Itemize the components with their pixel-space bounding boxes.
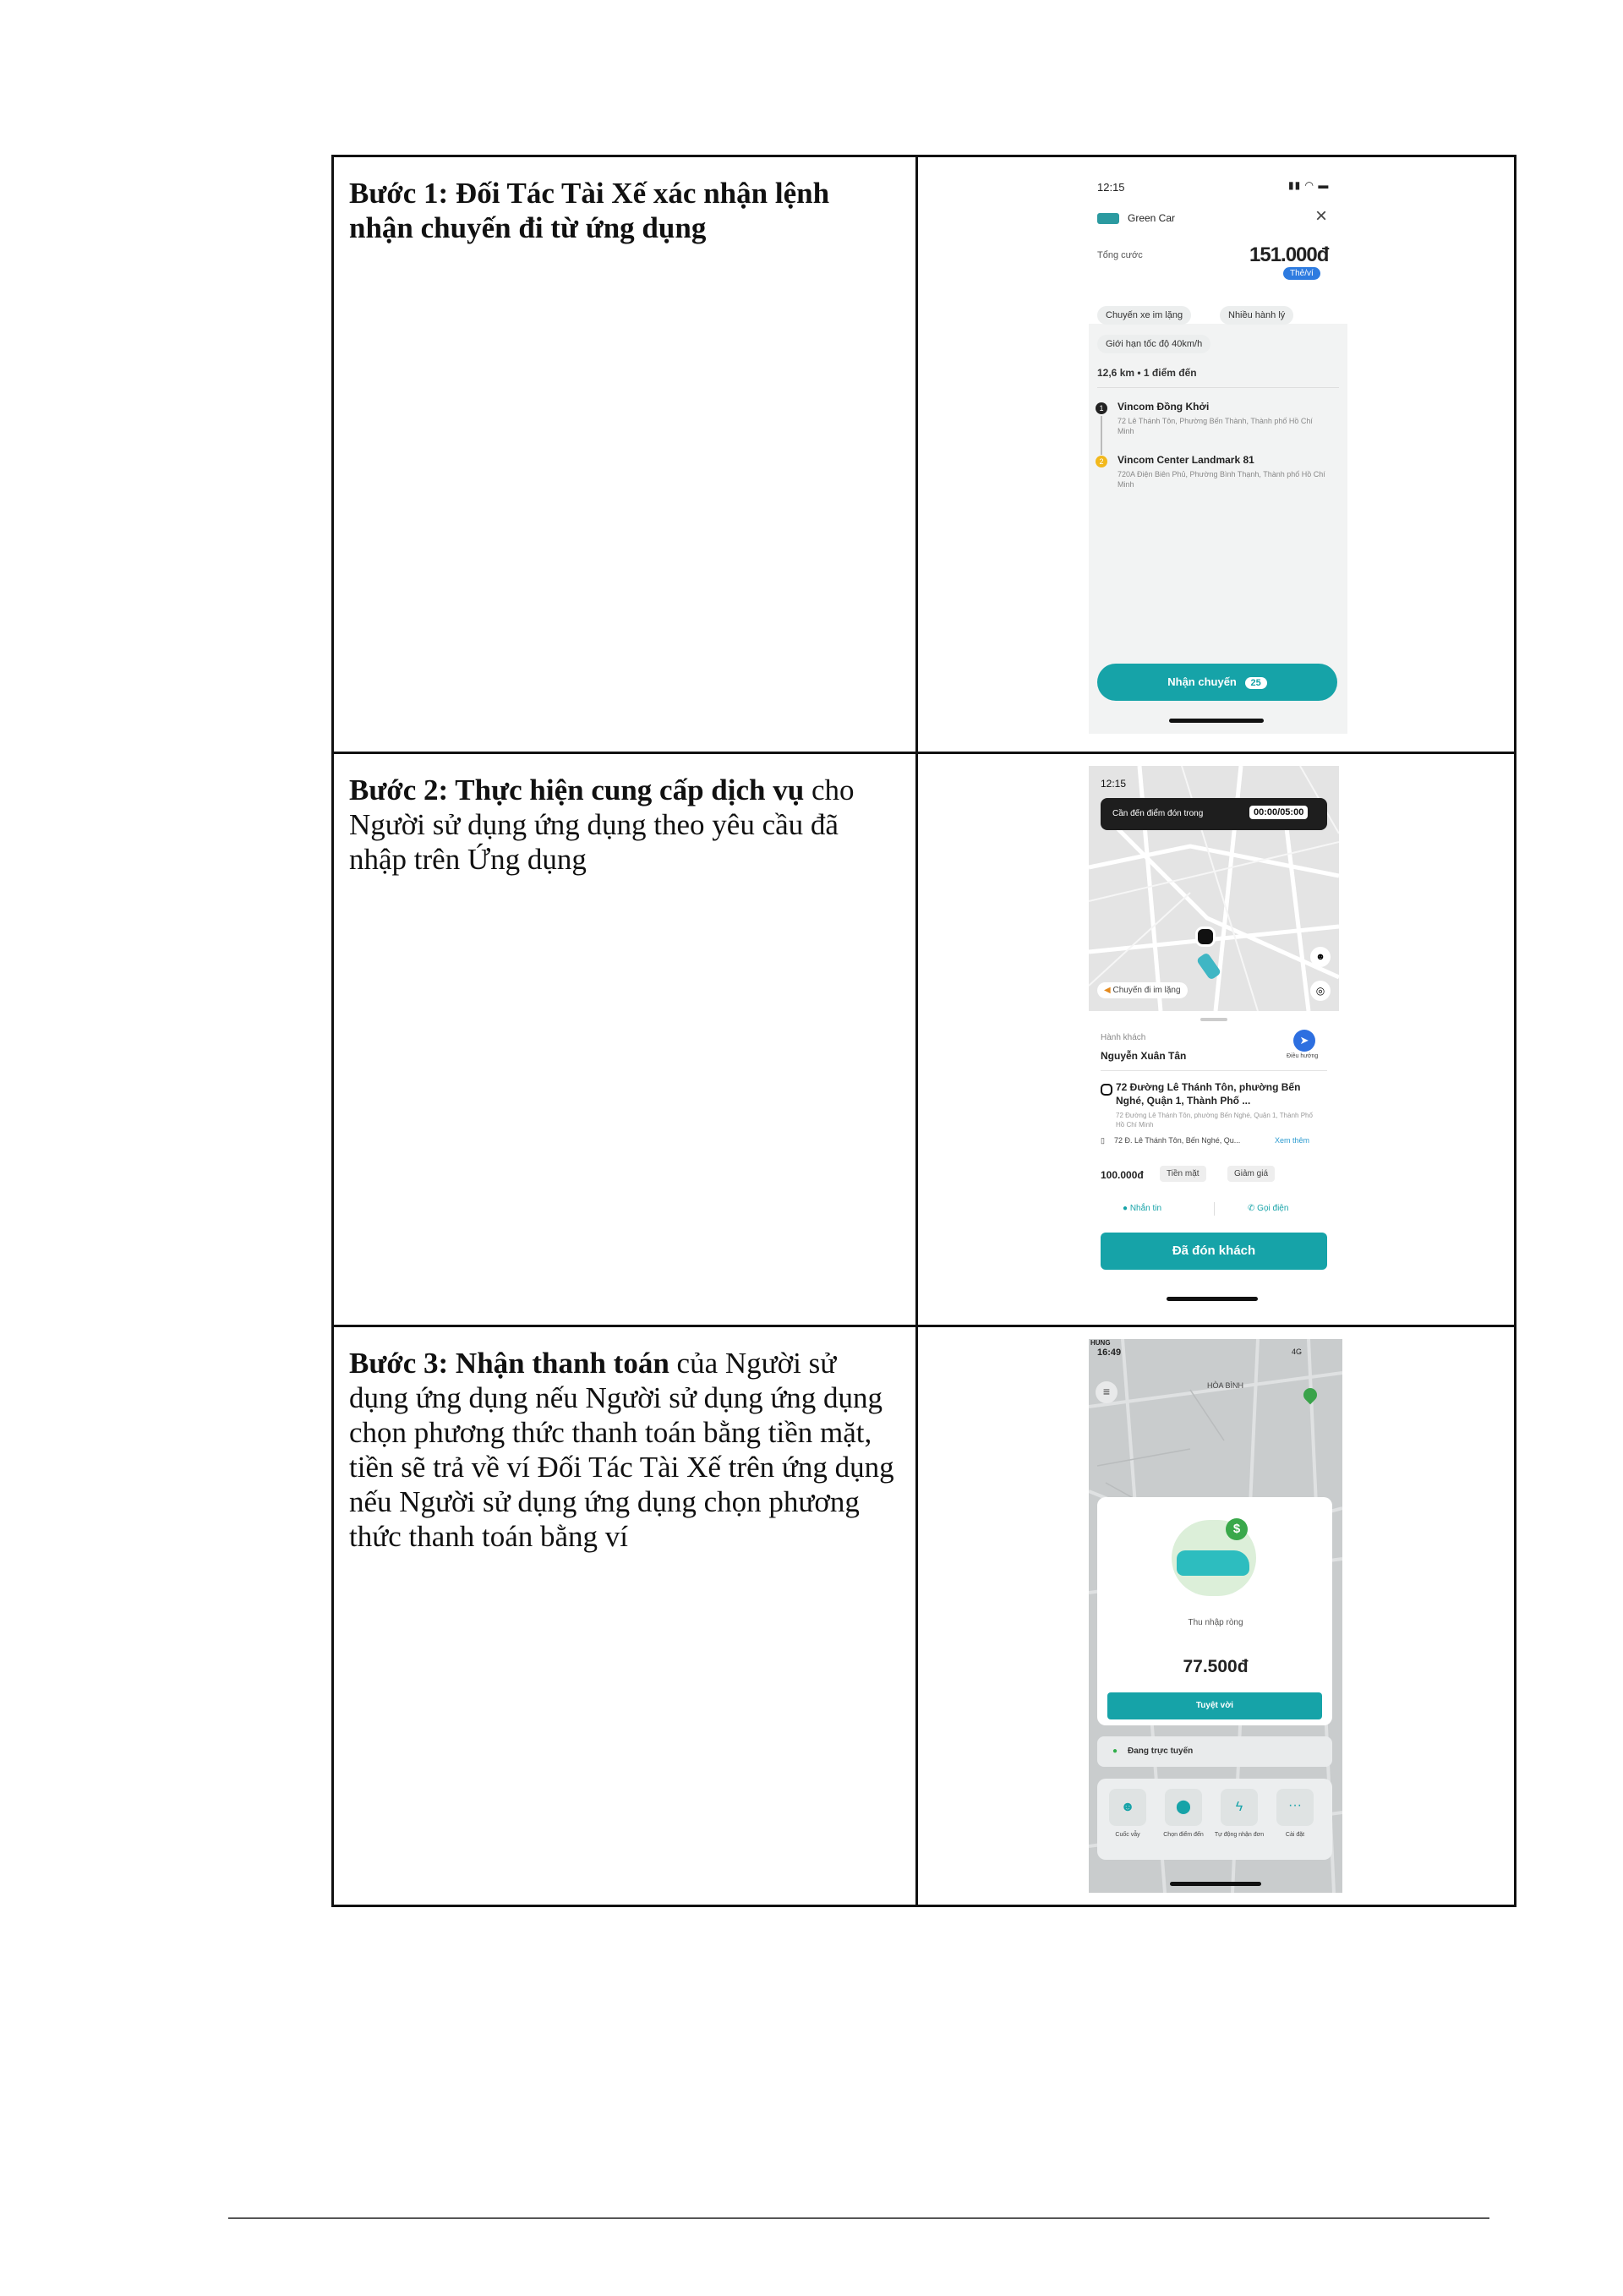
step-3-label: Bước 3: Nhận thanh toán bbox=[349, 1347, 669, 1380]
message-label: Nhắn tin bbox=[1129, 1204, 1162, 1213]
step-2-image-cell bbox=[917, 753, 1516, 1326]
income-amount: 77.500đ bbox=[1183, 1657, 1249, 1676]
money-icon: $ bbox=[1226, 1518, 1248, 1540]
pickup-timer: 00:00/05:00 bbox=[1249, 806, 1308, 819]
see-more-link[interactable]: Xem thêm bbox=[1275, 1136, 1310, 1145]
online-status: Đang trực tuyến bbox=[1128, 1747, 1194, 1756]
step-row-3 bbox=[333, 1326, 1516, 1906]
silent-trip-label: Chuyến đi im lặng bbox=[1112, 986, 1181, 995]
speaker-icon: ◀ bbox=[1104, 986, 1113, 995]
payment-method-chip: Tiền mặt bbox=[1160, 1166, 1206, 1182]
menu-label-destination: Chọn điểm đến bbox=[1163, 1832, 1204, 1838]
picked-up-button[interactable]: Đã đón khách bbox=[1101, 1233, 1327, 1270]
passenger-name: Nguyễn Xuân Tân bbox=[1101, 1050, 1187, 1062]
pickup-screenshot bbox=[1089, 766, 1339, 1315]
stop-2-address: 720A Điện Biên Phủ, Phường Bình Thạnh, Thành phố Hồ Chí Minh bbox=[1118, 470, 1325, 489]
car-illustration bbox=[1177, 1550, 1249, 1576]
note-icon: ▯ bbox=[1101, 1136, 1105, 1145]
payment-badge: Thẻ/ví bbox=[1283, 267, 1320, 280]
step-2-label: Bước 2: Thực hiện cung cấp dịch vụ bbox=[349, 774, 805, 806]
menu-icon[interactable]: ≡ bbox=[1096, 1381, 1118, 1403]
auto-accept-icon[interactable]: ϟ bbox=[1221, 1789, 1258, 1826]
more-icon[interactable]: ··· bbox=[1276, 1789, 1314, 1826]
discount-chip: Giảm giá bbox=[1227, 1166, 1275, 1182]
locate-icon[interactable]: ◎ bbox=[1310, 981, 1331, 1001]
call-button[interactable] bbox=[1248, 1204, 1288, 1213]
menu-label-hail: Cuốc vẫy bbox=[1115, 1832, 1140, 1838]
steps-table bbox=[331, 155, 1516, 1907]
network-type: 4G bbox=[1292, 1348, 1303, 1356]
accept-countdown: 25 bbox=[1245, 677, 1267, 689]
passenger-label: Hành khách bbox=[1101, 1033, 1146, 1042]
map-view[interactable] bbox=[1089, 766, 1339, 1011]
payment-screenshot bbox=[1089, 1339, 1342, 1893]
step-2-desc: cho Người sử dụng ứng dụng theo yêu cầu đã nhập trên Ứng dụng bbox=[349, 774, 855, 876]
menu-label-auto-accept: Tự động nhận đơn bbox=[1214, 1832, 1265, 1838]
chip-speed-limit: Giới hạn tốc độ 40km/h bbox=[1097, 335, 1210, 353]
home-indicator bbox=[1167, 1297, 1258, 1301]
step-1-label: Bước 1: Đối Tác Tài Xế xác nhận lệnh nhận chuyến đi từ ứng dụng bbox=[349, 177, 830, 244]
great-button[interactable]: Tuyệt vời bbox=[1107, 1692, 1322, 1719]
stop-1-marker: 1 bbox=[1096, 402, 1107, 414]
footer-divider bbox=[228, 2217, 1489, 2219]
message-button[interactable] bbox=[1123, 1204, 1161, 1213]
stop-1-name: Vincom Đồng Khởi bbox=[1118, 401, 1210, 413]
step-1-image-cell bbox=[917, 156, 1516, 753]
stop-1-address: 72 Lê Thánh Tôn, Phường Bến Thành, Thành phố Hồ Chí Minh bbox=[1118, 417, 1313, 435]
online-dot-icon: ● bbox=[1112, 1747, 1118, 1756]
home-indicator bbox=[1169, 719, 1264, 723]
pickup-address-detail: 72 Đường Lê Thánh Tôn, phường Bến Nghé, Quận 1, Thành Phố Hồ Chí Minh bbox=[1116, 1112, 1313, 1129]
call-label: Gọi điện bbox=[1257, 1204, 1289, 1213]
step-row-2 bbox=[333, 753, 1516, 1326]
silent-trip-chip bbox=[1097, 982, 1188, 998]
car-icon bbox=[1097, 213, 1119, 224]
pickup-timer-label: Cần đến điểm đón trong bbox=[1112, 809, 1204, 818]
status-time: 12:15 bbox=[1097, 181, 1125, 194]
map-area-label: HÒA BÌNH bbox=[1207, 1381, 1244, 1390]
home-indicator bbox=[1170, 1882, 1261, 1886]
pickup-address: 72 Đường Lê Thánh Tôn, phường Bến Nghé, Quận 1, Thành Phố ... bbox=[1116, 1081, 1301, 1107]
stop-2-marker: 2 bbox=[1096, 456, 1107, 467]
status-time: 16:49 bbox=[1097, 1348, 1122, 1358]
step-3-text-cell bbox=[333, 1326, 917, 1906]
navigate-label: Điều hướng bbox=[1287, 1053, 1319, 1059]
chip-silent: Chuyến xe im lặng bbox=[1097, 306, 1191, 325]
pickup-note: 72 Đ. Lê Thánh Tôn, Bến Nghé, Qu... bbox=[1114, 1136, 1241, 1145]
profile-icon[interactable]: ☻ bbox=[1310, 947, 1331, 967]
trip-price: 100.000đ bbox=[1101, 1169, 1144, 1181]
status-time: 12:15 bbox=[1101, 778, 1127, 790]
carrier-name: HUNG bbox=[1090, 1339, 1111, 1347]
fare-amount: 151.000đ bbox=[1249, 243, 1329, 266]
ride-request-screenshot bbox=[1089, 176, 1347, 734]
accept-ride-label: Nhận chuyến bbox=[1167, 675, 1237, 688]
close-icon[interactable]: × bbox=[1315, 205, 1328, 227]
signal-battery-icon: ▮▮ ◠ ▬ bbox=[1288, 179, 1330, 191]
navigate-icon[interactable]: ➤ bbox=[1293, 1030, 1315, 1052]
distance-info: 12,6 km • 1 điểm đến bbox=[1097, 367, 1197, 379]
service-name: Green Car bbox=[1128, 212, 1176, 224]
hail-ride-icon[interactable]: ☻ bbox=[1109, 1789, 1146, 1826]
phone-icon: ✆ bbox=[1248, 1204, 1258, 1213]
fare-label: Tổng cước bbox=[1097, 250, 1143, 260]
pickup-pin-icon bbox=[1195, 927, 1216, 947]
step-3-desc: của Người sử dụng ứng dụng nếu Người sử dụng ứng dụng chọn phương thức thanh toán bằng tiền mặt, tiền sẽ trả về ví Đối Tác Tài Xế trên ứng dụng nếu Người sử dụng ứng dụng chọn phương thức thanh toán bằng ví bbox=[349, 1347, 894, 1553]
step-row-1 bbox=[333, 156, 1516, 753]
step-2-text-cell bbox=[333, 753, 917, 1326]
income-label: Thu nhập ròng bbox=[1188, 1618, 1243, 1627]
chip-luggage: Nhiều hành lý bbox=[1220, 306, 1293, 325]
step-3-image-cell bbox=[917, 1326, 1516, 1906]
accept-ride-button[interactable] bbox=[1097, 664, 1337, 701]
message-icon: ● bbox=[1123, 1204, 1130, 1213]
menu-label-settings: Cài đặt bbox=[1285, 1832, 1305, 1838]
pickup-dot-icon bbox=[1101, 1084, 1112, 1096]
step-1-text-cell bbox=[333, 156, 917, 753]
destination-pin-icon[interactable]: ⬤ bbox=[1165, 1789, 1202, 1826]
stop-2-name: Vincom Center Landmark 81 bbox=[1118, 454, 1254, 466]
